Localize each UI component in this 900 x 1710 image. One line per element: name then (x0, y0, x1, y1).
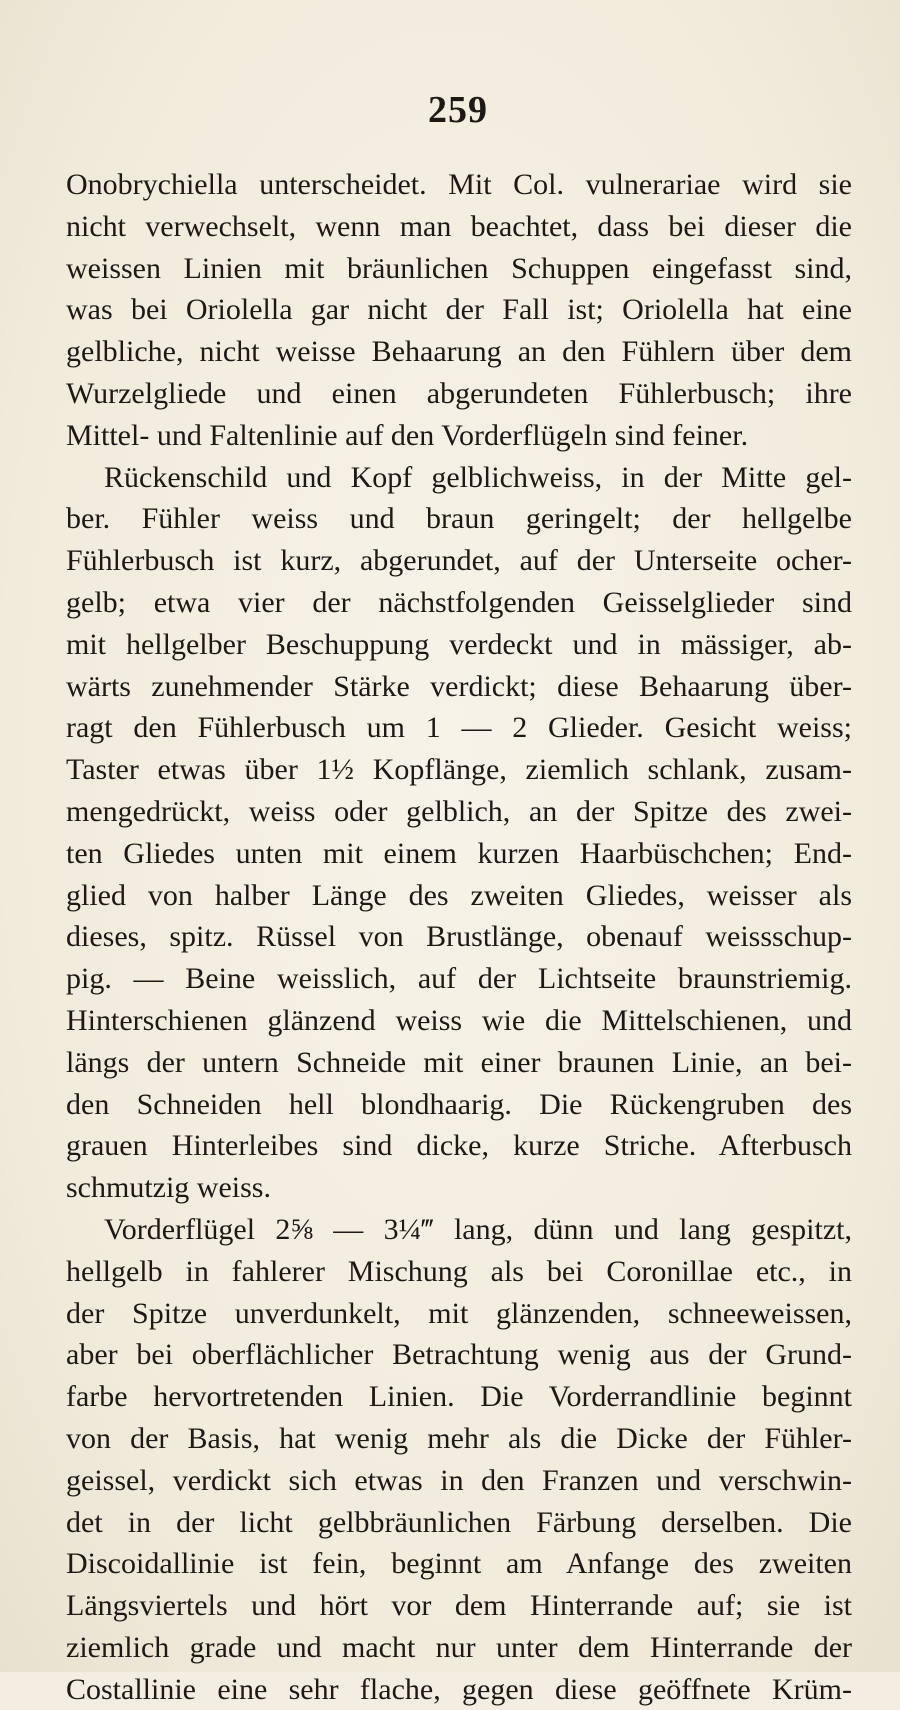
text-line: ten Gliedes unten mit einem kurzen Haarbüschchen; End- (66, 836, 852, 870)
text-line: pig. — Beine weisslich, auf der Lichtseite braunstriemig. (66, 962, 852, 996)
text-line: Fühlerbusch ist kurz, abgerundet, auf der Unterseite ocher- (66, 544, 852, 578)
text-line: hellgelb in fahlerer Mischung als bei Coronillae etc., in (66, 1254, 852, 1288)
text-line: gelb; etwa vier der nächstfolgenden Geisselglieder sind (66, 585, 852, 619)
text-line: Rückenschild und Kopf gelblichweiss, in der Mitte gel- (104, 460, 852, 494)
text-line: längs der untern Schneide mit einer braunen Linie, an bei- (66, 1045, 852, 1079)
text-line: det in der licht gelbbräunlichen Färbung derselben. Die (66, 1505, 852, 1539)
text-line: Discoidallinie ist fein, beginnt am Anfange des zweiten (66, 1547, 852, 1581)
text-line: farbe hervortretenden Linien. Die Vorderrandlinie beginnt (66, 1380, 852, 1414)
text-line: geissel, verdickt sich etwas in den Franzen und verschwin- (66, 1463, 852, 1497)
text-line: was bei Oriolella gar nicht der Fall ist; Oriolella hat eine (66, 293, 852, 327)
text-line: gelbliche, nicht weisse Behaarung an den Fühlern über dem (66, 335, 852, 369)
text-line: glied von halber Länge des zweiten Gliedes, weisser als (66, 878, 852, 912)
text-line: nicht verwechselt, wenn man beachtet, dass bei dieser die (66, 209, 852, 243)
text-line: aber bei oberflächlicher Betrachtung wenig aus der Grund- (66, 1338, 852, 1372)
text-line: Längsviertels und hört vor dem Hinterrande auf; sie ist (66, 1589, 852, 1623)
text-line: schmutzig weiss. (66, 1171, 271, 1205)
text-line: Costallinie eine sehr flache, gegen diese geöffnete Krüm- (66, 1672, 852, 1706)
body-text (66, 164, 852, 1710)
text-line: dieses, spitz. Rüssel von Brustlänge, obenauf weissschup- (66, 920, 852, 954)
text-line: der Spitze unverdunkelt, mit glänzenden, schneeweissen, (66, 1296, 852, 1330)
page-number: 259 (428, 89, 488, 131)
text-line: grauen Hinterleibes sind dicke, kurze Striche. Afterbusch (66, 1129, 852, 1163)
text-line: Wurzelgliede und einen abgerundeten Fühlerbusch; ihre (66, 376, 852, 410)
text-line: weissen Linien mit bräunlichen Schuppen eingefasst sind, (66, 251, 852, 285)
text-line: Mittel- und Faltenlinie auf den Vorderflügeln sind feiner. (66, 418, 749, 452)
text-line: mit hellgelber Beschuppung verdeckt und in mässiger, ab- (66, 627, 852, 661)
text-line: von der Basis, hat wenig mehr als die Dicke der Fühler- (66, 1421, 852, 1455)
text-line: ziemlich grade und macht nur unter dem Hinterrande der (66, 1630, 852, 1664)
text-line: ragt den Fühlerbusch um 1 — 2 Glieder. Gesicht weiss; (66, 711, 852, 745)
text-line: Onobrychiella unterscheidet. Mit Col. vulnerariae wird sie (66, 168, 852, 201)
text-line: Taster etwas über 1½ Kopflänge, ziemlich schlank, zusam- (66, 753, 852, 787)
text-line: Hinterschienen glänzend weiss wie die Mittelschienen, und (66, 1003, 852, 1037)
text-line: wärts zunehmender Stärke verdickt; diese Behaarung über- (66, 669, 852, 703)
text-line: den Schneiden hell blondhaarig. Die Rückengruben des (66, 1087, 852, 1121)
text-line: ber. Fühler weiss und braun geringelt; der hellgelbe (66, 502, 852, 536)
text-line: mengedrückt, weiss oder gelblich, an der Spitze des zwei- (66, 794, 852, 828)
text-line: Vorderflügel 2⅝ — 3¼‴ lang, dünn und lang gespitzt, (104, 1212, 852, 1246)
